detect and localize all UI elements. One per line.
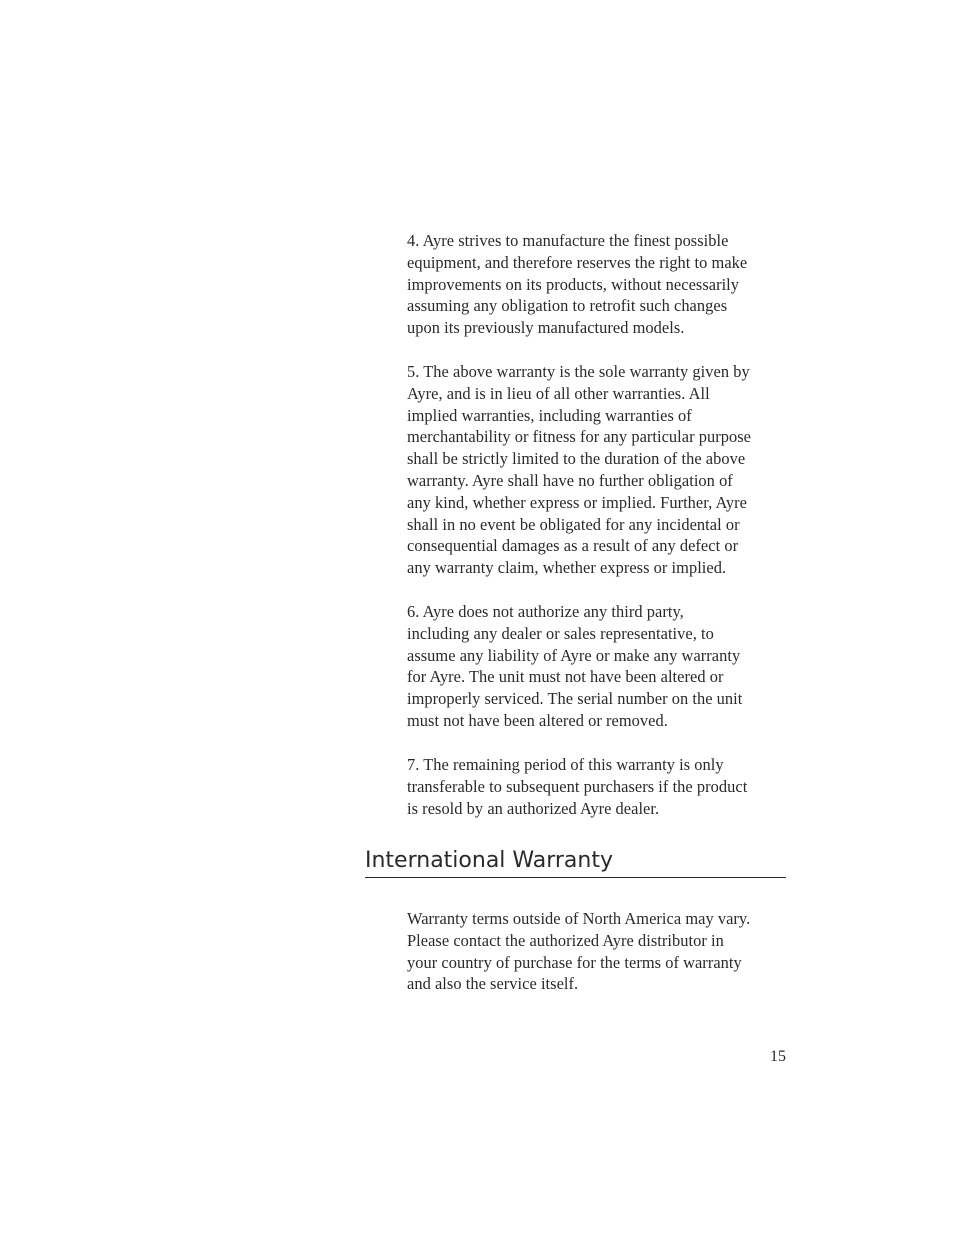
page-number: 15	[770, 1048, 786, 1065]
warranty-item-6	[407, 601, 787, 732]
warranty-item-4	[407, 230, 787, 339]
international-warranty-section	[407, 908, 787, 995]
warranty-item-6-text: 6. Ayre does not authorize any third party, including any dealer or sales representative, to assume any liability of Ayre or make any warranty for Ayre. The unit must not have been altered or improperly serviced. The serial number on the unit must not have been altered or removed.	[407, 602, 743, 730]
warranty-item-5-text: 5. The above warranty is the sole warranty given by Ayre, and is in lieu of all other warranties. All implied warranties, including warranties of merchantability or fitness for any particular purpose shall be strictly limited to the duration of the above warranty. Ayre shall have no further obligation of any kind, whether express or implied. Further, Ayre shall in no event be obligated for any incidental or consequential damages as a result of any defect or any warranty claim, whether express or implied.	[407, 362, 752, 578]
warranty-item-7-text: 7. The remaining period of this warranty is only transferable to subsequent purchasers if the product is resold by an authorized Ayre dealer.	[407, 755, 748, 818]
warranty-item-4-text: 4. Ayre strives to manufacture the finest possible equipment, and therefore reserves the right to make improvements on its products, without necessarily assuming any obligation to retrofit such changes upon its previously manufactured models.	[407, 231, 748, 338]
warranty-item-5	[407, 361, 787, 579]
international-warranty-heading: International Warranty	[365, 846, 786, 878]
international-warranty-text: Warranty terms outside of North America may vary. Please contact the authorized Ayre distributor in your country of purchase for the terms of warranty and also the service itself.	[407, 909, 751, 994]
warranty-item-7	[407, 754, 787, 819]
